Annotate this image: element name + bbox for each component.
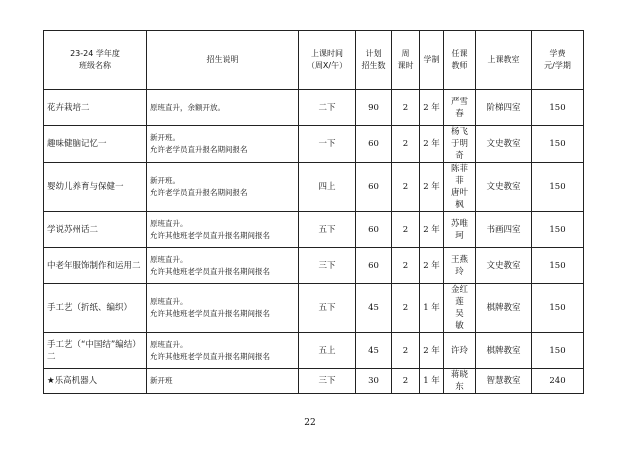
weekly-hours-cell: 2 [392,333,420,369]
teacher-cell: 苏唯珂 [444,212,476,248]
classroom-cell: 文史教室 [476,126,532,163]
teacher-cell: 陈菲菲 唐叶枫 [444,163,476,212]
classroom-cell: 智慧教室 [476,369,532,394]
description-cell: 原班直升。 允许其他班老学员直升报名期间报名 [147,333,299,369]
fee-cell: 150 [532,284,584,333]
enrollment-cell: 60 [356,248,392,284]
description-cell: 原班直升。 允许其他班老学员直升报名期间报名 [147,284,299,333]
duration-cell: 1 年 [420,369,444,394]
fee-cell: 150 [532,126,584,163]
description-cell: 新开班。 允许老学员直升报名期间报名 [147,126,299,163]
header-duration: 学制 [420,31,444,90]
fee-cell: 150 [532,90,584,126]
page-number: 22 [304,418,316,428]
description-cell: 原班直升。 允许其他班老学员直升报名期间报名 [147,248,299,284]
table-row [44,369,584,394]
duration-cell: 2 年 [420,333,444,369]
enrollment-cell: 60 [356,212,392,248]
schedule-cell: 三下 [299,248,356,284]
table-row [44,284,584,333]
teacher-cell: 王燕玲 [444,248,476,284]
description-cell: 新开班。 允许老学员直升报名期间报名 [147,163,299,212]
class-name-cell: 花卉栽培二 [44,90,147,126]
enrollment-cell: 45 [356,284,392,333]
duration-cell: 2 年 [420,126,444,163]
class-name-cell: 手工艺（“中国结”编结）二 [44,333,147,369]
classroom-cell: 文史教室 [476,163,532,212]
header-fee: 学费 元/学期 [532,31,584,90]
table-row [44,248,584,284]
teacher-cell: 许玲 [444,333,476,369]
schedule-cell: 一下 [299,126,356,163]
weekly-hours-cell: 2 [392,284,420,333]
class-name-cell: 婴幼儿养育与保健一 [44,163,147,212]
enrollment-cell: 90 [356,90,392,126]
header-enrollment: 计划 招生数 [356,31,392,90]
header-teacher: 任课 教师 [444,31,476,90]
schedule-cell: 四上 [299,163,356,212]
fee-cell: 150 [532,333,584,369]
class-name-cell: 手工艺（折纸、编织） [44,284,147,333]
weekly-hours-cell: 2 [392,248,420,284]
schedule-cell: 五下 [299,212,356,248]
description-cell: 新开班 [147,369,299,394]
schedule-cell: 五下 [299,284,356,333]
description-cell: 原班直升，余额开放。 [147,90,299,126]
course-table [43,30,584,394]
duration-cell: 2 年 [420,90,444,126]
class-name-cell: 趣味健脑记忆一 [44,126,147,163]
class-name-cell: 学说苏州话二 [44,212,147,248]
classroom-cell: 棋牌教室 [476,284,532,333]
fee-cell: 150 [532,248,584,284]
class-name-cell: 中老年服饰制作和运用二 [44,248,147,284]
table-row [44,333,584,369]
teacher-cell: 杨飞 于明奇 [444,126,476,163]
header-description: 招生说明 [147,31,299,90]
table-row [44,163,584,212]
header-schedule: 上课时间 （周X/午） [299,31,356,90]
description-cell: 原班直升。 允许其他班老学员直升报名期间报名 [147,212,299,248]
duration-cell: 2 年 [420,212,444,248]
header-row [44,31,584,90]
fee-cell: 150 [532,212,584,248]
duration-cell: 1 年 [420,284,444,333]
teacher-cell: 严雪春 [444,90,476,126]
weekly-hours-cell: 2 [392,163,420,212]
weekly-hours-cell: 2 [392,369,420,394]
header-classroom: 上课教室 [476,31,532,90]
teacher-cell: 蒋晓东 [444,369,476,394]
classroom-cell: 棋牌教室 [476,333,532,369]
fee-cell: 240 [532,369,584,394]
weekly-hours-cell: 2 [392,212,420,248]
duration-cell: 2 年 [420,248,444,284]
schedule-cell: 二下 [299,90,356,126]
course-table-container [43,30,583,394]
header-class-name: 23-24 学年度 班级名称 [44,31,147,90]
schedule-cell: 三下 [299,369,356,394]
fee-cell: 150 [532,163,584,212]
table-row [44,126,584,163]
enrollment-cell: 30 [356,369,392,394]
table-row [44,212,584,248]
table-row [44,90,584,126]
classroom-cell: 书画四室 [476,212,532,248]
enrollment-cell: 60 [356,126,392,163]
class-name-cell: ★乐高机器人 [44,369,147,394]
teacher-cell: 金红莲 吴 敏 [444,284,476,333]
classroom-cell: 文史教室 [476,248,532,284]
duration-cell: 2 年 [420,163,444,212]
weekly-hours-cell: 2 [392,90,420,126]
enrollment-cell: 60 [356,163,392,212]
enrollment-cell: 45 [356,333,392,369]
header-weekly-hours: 周 课时 [392,31,420,90]
classroom-cell: 阶梯四室 [476,90,532,126]
weekly-hours-cell: 2 [392,126,420,163]
schedule-cell: 五上 [299,333,356,369]
